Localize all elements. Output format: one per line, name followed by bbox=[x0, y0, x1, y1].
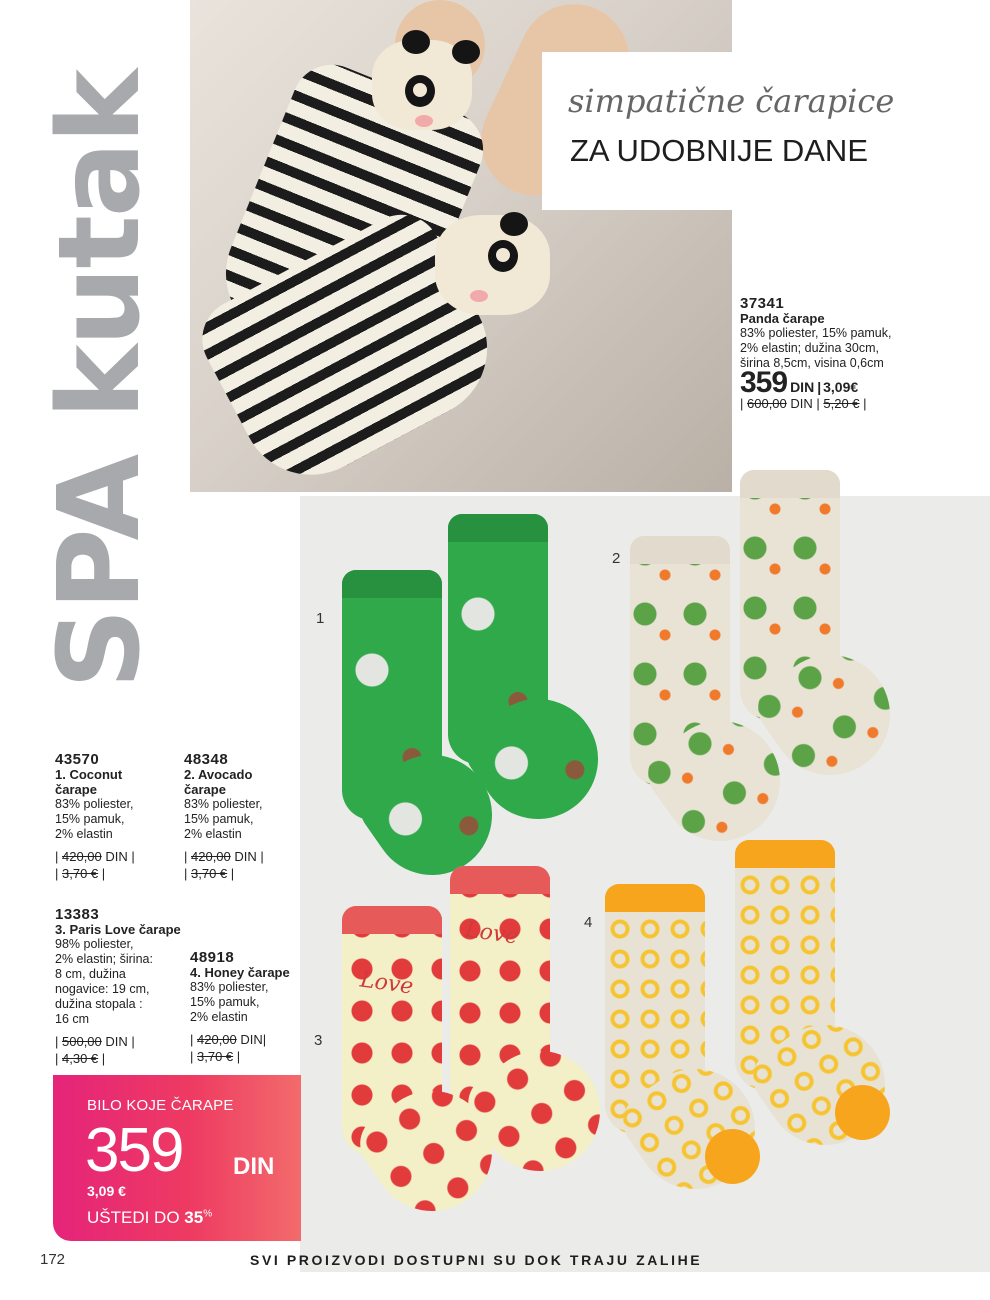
sock-toe bbox=[835, 1085, 890, 1140]
price-value: 359 bbox=[740, 366, 788, 399]
old-price: | 600,00 DIN | 5,20 € | bbox=[740, 396, 867, 411]
old-price-din-line: | 420,00 DIN| bbox=[190, 1032, 267, 1047]
page-number: 172 bbox=[40, 1251, 66, 1268]
banner-price-eur: 3,09 € bbox=[87, 1183, 126, 1199]
old-price-din-unit: DIN bbox=[105, 1034, 128, 1049]
banner-savings-value: 35 bbox=[184, 1208, 204, 1227]
title-card bbox=[542, 52, 990, 210]
product-desc-line: 15% pamuk, bbox=[190, 995, 260, 1009]
panda-cheek bbox=[470, 290, 488, 302]
product-name: Panda čarape bbox=[740, 311, 825, 326]
old-price-din: 420,00 bbox=[197, 1032, 237, 1047]
old-price-eur: 3,70 € bbox=[62, 866, 99, 881]
side-title bbox=[35, 71, 165, 689]
sock-cuff bbox=[342, 906, 442, 934]
banner-price-unit: DIN bbox=[233, 1153, 275, 1180]
side-title-text: SPA kutak bbox=[35, 71, 165, 689]
banner-savings-pct: % bbox=[203, 1208, 213, 1220]
product-code: 48918 bbox=[190, 949, 235, 966]
script-title: simpatične čarapice bbox=[568, 82, 895, 120]
item-number-2: 2 bbox=[612, 550, 621, 567]
old-price-eur-line: | 4,30 € | bbox=[55, 1051, 106, 1066]
product-desc-line: 83% poliester, bbox=[55, 797, 134, 811]
product-name: 3. Paris Love čarape bbox=[55, 922, 181, 937]
old-price-eur: 3,70 € bbox=[197, 1049, 234, 1064]
product-desc-line: 83% poliester, bbox=[190, 980, 269, 994]
product-desc-line: 15% pamuk, bbox=[55, 812, 125, 826]
price-eur: 3,09€ bbox=[823, 379, 859, 395]
old-price-din-unit: DIN bbox=[790, 396, 813, 411]
honey-product bbox=[190, 950, 305, 1065]
old-price-din-unit: DIN bbox=[240, 1032, 263, 1047]
panda-ear bbox=[402, 30, 430, 54]
old-price-din-line: | 420,00 DIN | bbox=[55, 849, 135, 864]
product-code: 43570 bbox=[55, 751, 100, 768]
socks-panel bbox=[300, 496, 990, 1272]
product-code: 13383 bbox=[55, 906, 100, 923]
product-name: 4. Honey čarape bbox=[190, 965, 290, 980]
product-desc-line: nogavice: 19 cm, bbox=[55, 982, 150, 996]
promo-banner bbox=[53, 1075, 301, 1241]
sock-cuff bbox=[735, 840, 835, 868]
old-price-din-line: | 420,00 DIN | bbox=[184, 849, 264, 864]
old-price-eur-line: | 3,70 € | bbox=[190, 1049, 241, 1064]
avocado-sock-front bbox=[630, 536, 780, 866]
footer-note: SVI PROIZVODI DOSTUPNI SU DOK TRAJU ZALIHE bbox=[250, 1252, 703, 1268]
product-desc-line: 2% elastin bbox=[55, 827, 113, 841]
price-unit: DIN bbox=[790, 379, 815, 395]
old-price-eur: 4,30 € bbox=[62, 1051, 99, 1066]
product-code: 48348 bbox=[184, 751, 229, 768]
product-desc-line: 98% poliester, bbox=[55, 937, 134, 951]
paris-love-product bbox=[55, 907, 185, 1067]
old-price-eur-line: | 3,70 € | bbox=[184, 866, 235, 881]
old-price-din-unit: DIN bbox=[105, 849, 128, 864]
old-price-din: 500,00 bbox=[62, 1034, 102, 1049]
product-name: čarape bbox=[184, 782, 226, 797]
honey-sock-back bbox=[735, 840, 885, 1170]
honey-sock-front bbox=[605, 884, 755, 1214]
old-price-din-line: | 500,00 DIN | bbox=[55, 1034, 135, 1049]
item-number-1: 1 bbox=[316, 610, 325, 627]
product-price bbox=[740, 366, 980, 399]
panda-cheek bbox=[415, 115, 433, 127]
panda-product bbox=[740, 296, 980, 412]
price-separator: | bbox=[817, 379, 822, 395]
old-price-eur: 5,20 € bbox=[823, 396, 860, 411]
sock-cuff bbox=[630, 536, 730, 564]
product-desc-line: 2% elastin bbox=[190, 1010, 248, 1024]
product-code: 37341 bbox=[740, 295, 785, 312]
product-desc-line: 83% poliester, bbox=[184, 797, 263, 811]
main-title: ZA UDOBNIJE DANE bbox=[570, 133, 868, 168]
product-desc-line: 2% elastin bbox=[184, 827, 242, 841]
banner-savings bbox=[87, 1208, 212, 1228]
love-sock-front bbox=[342, 906, 492, 1236]
old-price-eur: 3,70 € bbox=[191, 866, 228, 881]
product-name: čarape bbox=[55, 782, 97, 797]
old-price-eur-line: | 3,70 € | bbox=[55, 866, 106, 881]
banner-price: 359 bbox=[85, 1116, 183, 1185]
love-text: Love bbox=[463, 917, 520, 950]
item-number-4: 4 bbox=[584, 914, 593, 931]
product-name: 1. Coconut bbox=[55, 767, 123, 782]
product-desc-line: 2% elastin; dužina 30cm, bbox=[740, 341, 879, 355]
panda-eye bbox=[405, 75, 435, 107]
sock-cuff bbox=[450, 866, 550, 894]
product-desc-line: 83% poliester, 15% pamuk, bbox=[740, 326, 892, 340]
old-price-din: 420,00 bbox=[62, 849, 102, 864]
panda-eye bbox=[488, 240, 518, 272]
product-desc-line: 16 cm bbox=[55, 1012, 90, 1026]
product-desc-line: 2% elastin; širina: bbox=[55, 952, 153, 966]
sock-cuff bbox=[740, 470, 840, 498]
panda-ear bbox=[452, 40, 480, 64]
banner-savings-label: UŠTEDI DO bbox=[87, 1208, 180, 1227]
avocado-product bbox=[184, 752, 304, 882]
product-name: 2. Avocado bbox=[184, 767, 253, 782]
old-price-din: 420,00 bbox=[191, 849, 231, 864]
sock-cuff bbox=[448, 514, 548, 542]
product-desc-line: dužina stopala : bbox=[55, 997, 143, 1011]
panda-ear bbox=[500, 212, 528, 236]
product-desc-line: 15% pamuk, bbox=[184, 812, 254, 826]
item-number-3: 3 bbox=[314, 1032, 323, 1049]
sock-cuff bbox=[342, 570, 442, 598]
coconut-sock-front bbox=[342, 570, 492, 900]
product-desc-line: širina 8,5cm, visina 0,6cm bbox=[740, 356, 884, 370]
product-desc-line: 8 cm, dužina bbox=[55, 967, 126, 981]
old-price-din-unit: DIN bbox=[234, 849, 257, 864]
sock-toe bbox=[705, 1129, 760, 1184]
old-price-din: 600,00 bbox=[747, 396, 787, 411]
banner-heading: BILO KOJE ČARAPE bbox=[87, 1097, 234, 1114]
love-text: Love bbox=[358, 967, 415, 1000]
sock-cuff bbox=[605, 884, 705, 912]
coconut-product bbox=[55, 752, 180, 882]
